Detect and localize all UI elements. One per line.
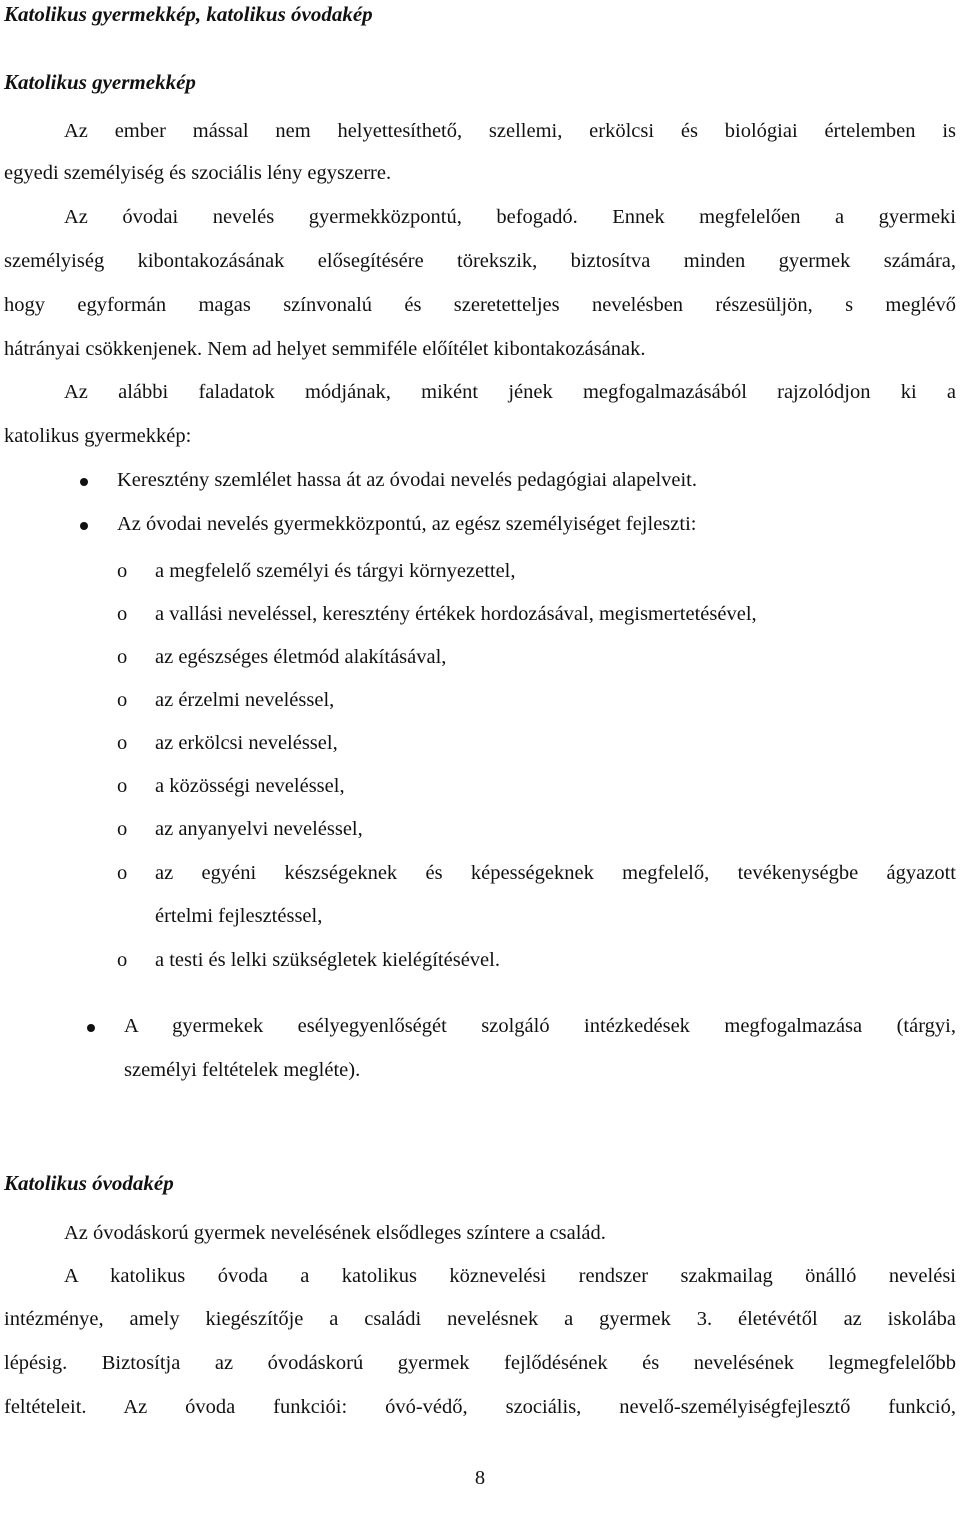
paragraph-line: Az óvodáskorú gyermek nevelésének elsődleges színtere a család. xyxy=(64,1222,606,1244)
circle-marker-icon: o xyxy=(117,732,128,754)
paragraph-line: hátrányai csökkenjenek. Nem ad helyet semmiféle előítélet kibontakozásának. xyxy=(4,338,646,360)
circle-marker-icon: o xyxy=(117,560,128,582)
section-heading-ovodakep: Katolikus óvodakép xyxy=(4,1171,174,1195)
circle-marker-icon: o xyxy=(117,689,128,711)
sub-list-item: az érzelmi neveléssel, xyxy=(155,689,335,711)
list-item-continuation: személyi feltételek megléte). xyxy=(124,1059,361,1081)
document-title: Katolikus gyermekkép, katolikus óvodakép xyxy=(4,2,373,26)
bullet-icon xyxy=(87,1024,95,1032)
circle-marker-icon: o xyxy=(117,862,128,884)
list-item: A gyermekek esélyegyenlőségét szolgáló intézkedések megfogalmazása (tárgyi, xyxy=(124,1015,956,1037)
section-heading-gyermekkep: Katolikus gyermekkép xyxy=(4,70,196,94)
sub-list-item: az erkölcsi neveléssel, xyxy=(155,732,338,754)
paragraph-line: lépésig. Biztosítja az óvodáskorú gyermek fejlődésének és nevelésének legmegfelelőbb xyxy=(4,1352,956,1374)
paragraph-line: hogy egyformán magas színvonalú és szeretetteljes nevelésben részesüljön, s meglévő xyxy=(4,294,956,316)
paragraph-line: feltételeit. Az óvoda funkciói: óvó-védő, szociális, nevelő-személyiségfejlesztő funkció, xyxy=(4,1396,956,1418)
sub-list-item: a testi és lelki szükségletek kielégítésével. xyxy=(155,949,500,971)
paragraph-line: személyiség kibontakozásának elősegítésére törekszik, biztosítva minden gyermek számára, xyxy=(4,250,956,272)
paragraph-line: egyedi személyiség és szociális lény egyszerre. xyxy=(4,162,392,184)
paragraph-line: katolikus gyermekkép: xyxy=(4,425,192,447)
sub-list-item: a közösségi neveléssel, xyxy=(155,775,345,797)
sub-list-item-continuation: értelmi fejlesztéssel, xyxy=(155,905,323,927)
sub-list-item: az egyéni készségeknek és képességeknek megfelelő, tevékenységbe ágyazott xyxy=(155,862,956,884)
sub-list-item: az anyanyelvi neveléssel, xyxy=(155,818,363,840)
list-item: Keresztény szemlélet hassa át az óvodai nevelés pedagógiai alapelveit. xyxy=(117,469,698,491)
paragraph-line: Az ember mással nem helyettesíthető, szellemi, erkölcsi és biológiai értelemben is xyxy=(64,120,956,142)
paragraph-line: Az óvodai nevelés gyermekközpontú, befogadó. Ennek megfelelően a gyermeki xyxy=(64,206,956,228)
sub-list-item: a vallási neveléssel, keresztény értékek hordozásával, megismertetésével, xyxy=(155,603,757,625)
sub-list-item: a megfelelő személyi és tárgyi környezettel, xyxy=(155,560,516,582)
sub-list-item: az egészséges életmód alakításával, xyxy=(155,646,447,668)
circle-marker-icon: o xyxy=(117,603,128,625)
circle-marker-icon: o xyxy=(117,818,128,840)
bullet-icon xyxy=(80,522,88,530)
page-number: 8 xyxy=(474,1467,486,1489)
paragraph-line: A katolikus óvoda a katolikus köznevelési rendszer szakmailag önálló nevelési xyxy=(64,1265,956,1287)
paragraph-line: intézménye, amely kiegészítője a családi nevelésnek a gyermek 3. életévétől az iskolába xyxy=(4,1308,956,1330)
list-item: Az óvodai nevelés gyermekközpontú, az egész személyiséget fejleszti: xyxy=(117,513,697,535)
circle-marker-icon: o xyxy=(117,775,128,797)
circle-marker-icon: o xyxy=(117,646,128,668)
paragraph-line: Az alábbi faladatok módjának, miként jének megfogalmazásából rajzolódjon ki a xyxy=(64,381,956,403)
circle-marker-icon: o xyxy=(117,949,128,971)
bullet-icon xyxy=(80,478,88,486)
